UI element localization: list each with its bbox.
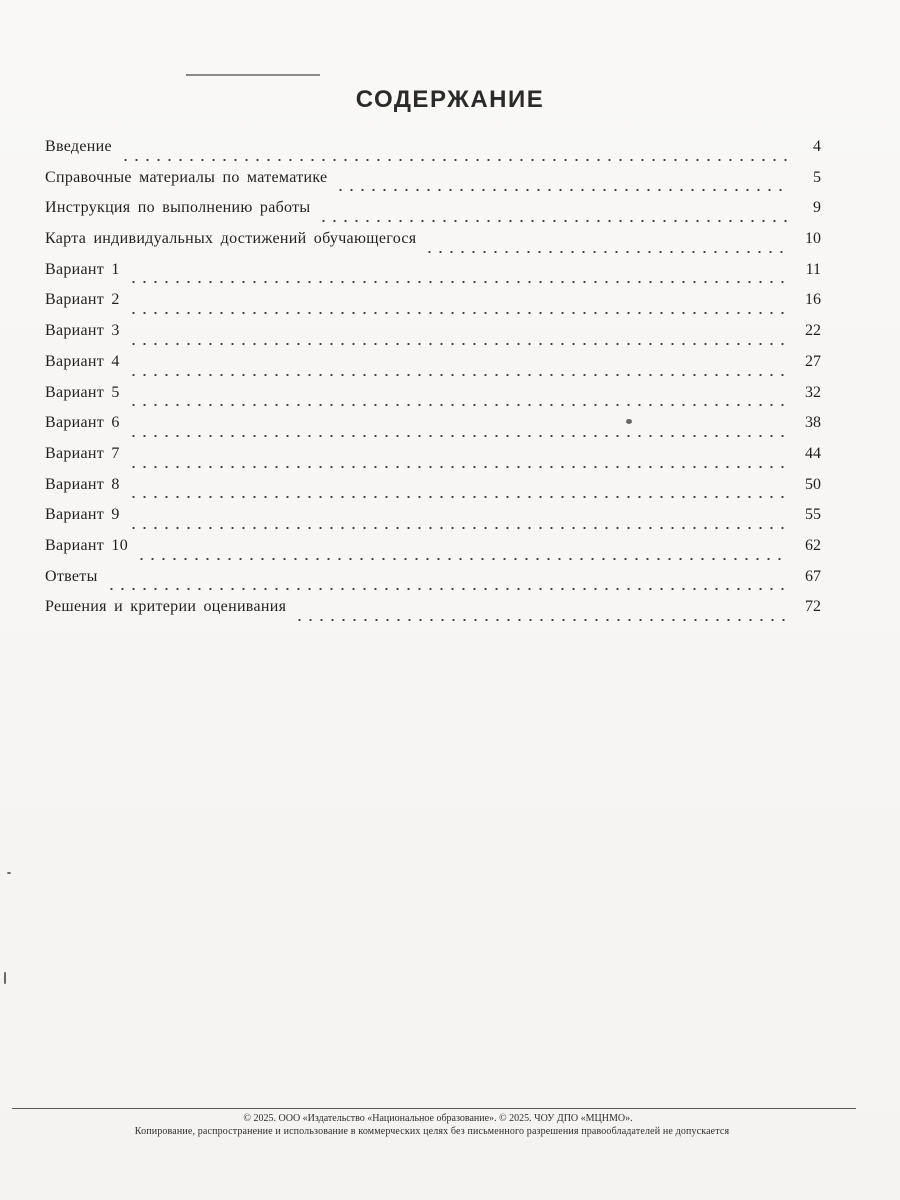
toc-entry — [45, 537, 821, 568]
toc-entry-page: 16 — [805, 291, 821, 309]
toc-entry-label: Вариант 4 — [45, 352, 120, 370]
footer-notice: Копирование, распространение и использование в коммерческих целях без письменного разрешения правообладателей не допускается — [134, 1126, 730, 1137]
toc-entry-page: 72 — [805, 598, 821, 616]
toc-entry-label: Вариант 5 — [45, 383, 120, 401]
toc-entry — [45, 353, 821, 384]
toc-entry-label: Вариант 9 — [45, 506, 120, 524]
toc-entry-page: 4 — [813, 138, 821, 155]
toc-entry — [45, 199, 821, 230]
toc-entry-page: 67 — [805, 567, 821, 585]
toc-entry-label: Вариант 1 — [45, 260, 120, 278]
toc-entry — [45, 506, 821, 537]
toc-entry-label: Вариант 8 — [45, 475, 120, 493]
toc-entry — [45, 445, 821, 476]
toc-entry-label: Вариант 7 — [45, 444, 120, 462]
table-of-contents — [45, 138, 821, 629]
toc-entry-page: 50 — [805, 475, 821, 493]
toc-entry — [45, 568, 821, 599]
toc-entry-page: 27 — [805, 352, 821, 370]
toc-entry — [45, 322, 821, 353]
toc-entry-page: 5 — [813, 168, 821, 186]
toc-entry-page: 55 — [805, 506, 821, 524]
toc-entry-label: Справочные материалы по математике — [45, 168, 328, 186]
toc-entry — [45, 261, 821, 292]
toc-entry-label: Вариант 3 — [45, 322, 120, 340]
toc-leader-dots — [318, 220, 789, 222]
toc-entry-page: 10 — [805, 230, 821, 248]
toc-leader-dots — [128, 466, 789, 468]
toc-entry-label: Вариант 6 — [45, 414, 120, 432]
toc-entry-page: 32 — [805, 383, 821, 401]
toc-leader-dots — [136, 558, 789, 560]
toc-entry-page: 11 — [805, 260, 821, 278]
toc-entry-label: Карта индивидуальных достижений обучающегося — [45, 230, 417, 248]
toc-leader-dots — [128, 374, 789, 376]
toc-entry-label: Введение — [45, 138, 112, 155]
toc-entry — [45, 384, 821, 415]
toc-leader-dots — [128, 404, 789, 406]
toc-entry — [45, 476, 821, 507]
toc-entry-page: 44 — [805, 444, 821, 462]
toc-leader-dots — [424, 251, 789, 253]
toc-leader-dots — [128, 343, 789, 345]
print-speck — [4, 972, 6, 984]
toc-entry-label: Вариант 10 — [45, 536, 128, 554]
toc-entry-page: 9 — [813, 199, 821, 217]
toc-entry-page: 22 — [805, 322, 821, 340]
toc-entry — [45, 230, 821, 261]
toc-leader-dots — [294, 619, 789, 621]
toc-entry-label: Инструкция по выполнению работы — [45, 199, 311, 217]
toc-leader-dots — [335, 189, 789, 191]
toc-leader-dots — [128, 435, 789, 437]
toc-entry — [45, 291, 821, 322]
toc-entry-page: 38 — [805, 414, 821, 432]
toc-leader-dots — [128, 312, 789, 314]
print-speck — [626, 419, 632, 424]
toc-leader-dots — [120, 159, 789, 161]
toc-leader-dots — [106, 588, 789, 590]
footer-rule — [12, 1108, 856, 1109]
top-rule — [186, 74, 320, 76]
footer-copyright: © 2025. ООО «Издательство «Национальное образование». © 2025. ЧОУ ДПО «МЦНМО». — [243, 1113, 633, 1124]
toc-leader-dots — [128, 281, 789, 283]
toc-entry-page: 62 — [805, 536, 821, 554]
toc-entry-label: Решения и критерии оценивания — [45, 598, 287, 616]
page-title: СОДЕРЖАНИЕ — [355, 86, 545, 113]
toc-entry — [45, 138, 821, 169]
toc-entry — [45, 169, 821, 200]
toc-leader-dots — [128, 527, 789, 529]
toc-leader-dots — [128, 496, 789, 498]
toc-entry-label: Вариант 2 — [45, 291, 120, 309]
toc-entry-label: Ответы — [45, 567, 98, 585]
toc-entry — [45, 414, 821, 445]
toc-entry — [45, 598, 821, 629]
print-speck — [7, 872, 11, 874]
